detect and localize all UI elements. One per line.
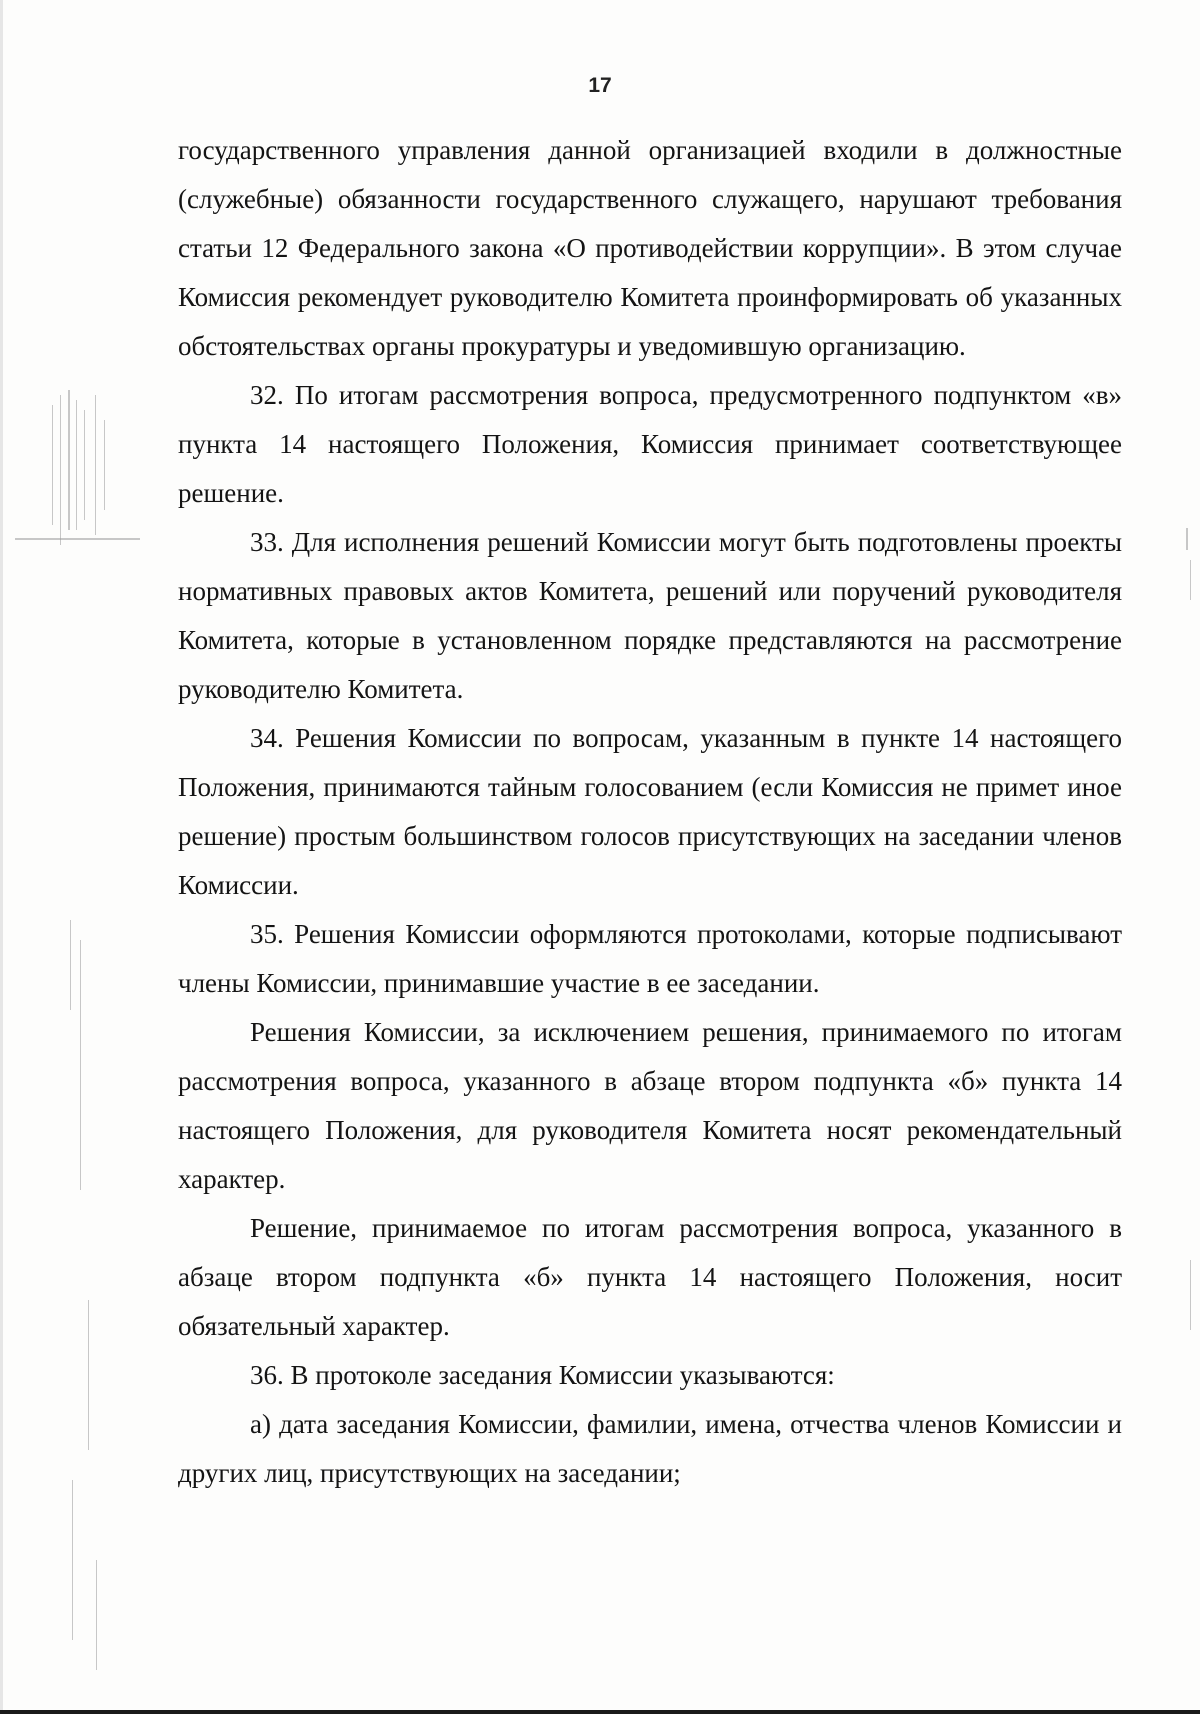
paragraph-continuation: государственного управления данной организацией входили в должностные (служебные) обязанности государственного служащего, нарушают требования статьи 12 Федерального закона «О противодействии коррупции». В этом случае Комиссия рекомендует руководителю Комитета проинформировать об указанных обстоятельствах органы прокуратуры и уведомившую организацию. — [178, 135, 1122, 361]
paragraph-36: 36. В протоколе заседания Комиссии указываются: — [250, 1360, 835, 1390]
scan-artifact — [1186, 528, 1188, 550]
scan-artifact — [1190, 1260, 1191, 1330]
scan-artifact — [68, 390, 70, 530]
scan-artifact — [88, 1300, 89, 1450]
scan-artifact — [76, 400, 77, 530]
scan-artifact — [15, 538, 140, 540]
paragraph-35: 35. Решения Комиссии оформляются протоколами, которые подписывают члены Комиссии, принимавшие участие в ее заседании. — [178, 919, 1122, 998]
paragraph-33: 33. Для исполнения решений Комиссии могут быть подготовлены проекты нормативных правовых актов Комитета, решений или поручений руководителя Комитета, которые в установленном порядке представляются на рассмотрение руководителю Комитета. — [178, 527, 1122, 704]
scan-artifact — [60, 395, 61, 545]
scan-artifact — [96, 1560, 97, 1670]
scan-artifact — [72, 1480, 73, 1640]
scan-artifact — [1190, 560, 1191, 600]
paragraph-34: 34. Решения Комиссии по вопросам, указанным в пункте 14 настоящего Положения, принимаются тайным голосованием (если Комиссия не примет иное решение) простым большинством голосов присутствующих на заседании членов Комиссии. — [178, 723, 1122, 900]
document-body — [178, 126, 1122, 1498]
paragraph-32: 32. По итогам рассмотрения вопроса, предусмотренного подпунктом «в» пункта 14 настоящего Положения, Комиссия принимает соответствующее решение. — [178, 380, 1122, 508]
paragraph-35-recommendation: Решения Комиссии, за исключением решения, принимаемого по итогам рассмотрения вопроса, указанного в абзаце втором подпункта «б» пункта 14 настоящего Положения, для руководителя Комитета носят рекомендательный характер. — [178, 1017, 1122, 1194]
scan-artifact — [104, 420, 105, 510]
page-number: 17 — [588, 74, 612, 97]
scan-bottom-edge — [0, 1710, 1200, 1714]
scan-artifact — [84, 410, 85, 520]
paragraph-35-mandatory: Решение, принимаемое по итогам рассмотрения вопроса, указанного в абзаце втором подпункта «б» пункта 14 настоящего Положения, носит обязательный характер. — [178, 1213, 1122, 1341]
scan-left-edge — [0, 0, 3, 1714]
scan-artifact — [95, 395, 96, 535]
scan-artifact — [80, 940, 81, 1190]
paragraph-36-a: а) дата заседания Комиссии, фамилии, имена, отчества членов Комиссии и других лиц, присутствующих на заседании; — [178, 1409, 1122, 1488]
scan-artifact — [52, 405, 53, 525]
scan-artifact — [70, 920, 71, 1010]
